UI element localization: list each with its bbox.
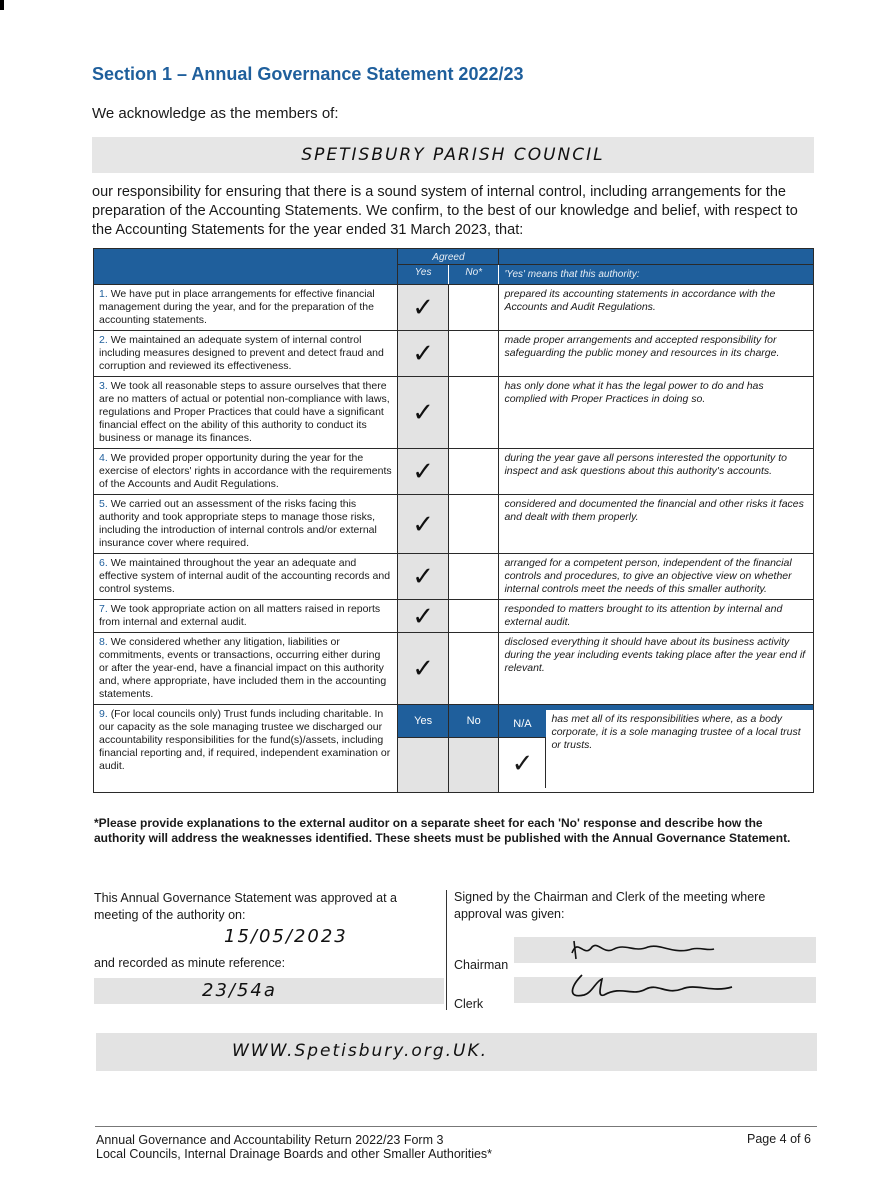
agreed-header: Agreed — [398, 249, 499, 265]
explanation-note: *Please provide explanations to the external auditor on a separate sheet for each 'No' response and describe how the authority will address the weaknesses identified. These sheets must be published with the Annual Governance Statement. — [94, 816, 791, 845]
minute-text: and recorded as minute reference: — [94, 956, 286, 970]
approval-date: 15/05/2023 — [224, 926, 348, 947]
means-header: 'Yes' means that this authority: — [499, 265, 814, 285]
yes-check-mark: ✓ — [398, 449, 449, 495]
yes-check-mark: ✓ — [398, 633, 449, 705]
no-cell — [448, 633, 499, 705]
no-cell — [448, 495, 499, 554]
means-text: arranged for a competent person, independent of the financial controls and procedures, to give an objective view on whether internal controls meet the needs of this smaller authority. — [499, 554, 814, 600]
yes-check-mark: ✓ — [398, 285, 449, 331]
row9-na-header: N/A — [513, 717, 532, 730]
yes-check-mark: ✓ — [398, 495, 449, 554]
no-cell — [448, 600, 499, 633]
statement-text: 5. We carried out an assessment of the risks facing this authority and took appropriate steps to manage those risks, including the introduction of internal controls and/or external insurance cover where required. — [94, 495, 398, 554]
table-row — [94, 554, 814, 600]
authority-name-box — [92, 137, 814, 173]
no-header: No* — [448, 265, 499, 285]
yes-check-mark: ✓ — [398, 600, 449, 633]
statement-text: 3. We took all reasonable steps to assure ourselves that there are no matters of actual or potential non-compliance with laws, regulations and Proper Practices that could have a significant financial effect on the ability of this authority to conduct its business or manage its finances. — [94, 377, 398, 449]
means-text: made proper arrangements and accepted responsibility for safeguarding the public money and resources in its charge. — [499, 331, 814, 377]
clerk-signature-box — [514, 977, 816, 1003]
row9-no-header: No — [448, 705, 499, 738]
page-number: Page 4 of 6 — [747, 1132, 811, 1146]
clerk-signature — [562, 971, 762, 1005]
means-text: prepared its accounting statements in accordance with the Accounts and Audit Regulations. — [499, 285, 814, 331]
row9-yes-cell — [398, 738, 449, 793]
statement-text: 7. We took appropriate action on all matters raised in reports from internal and external audit. — [94, 600, 398, 633]
approved-text: This Annual Governance Statement was approved at a meeting of the authority on: — [94, 891, 397, 922]
statement-rows — [94, 285, 814, 705]
row9-means: has met all of its responsibilities where, as a body corporate, it is a sole managing trustee of a local trust or trusts. — [546, 710, 813, 788]
statement-text: 1. We have put in place arrangements for effective financial management during the year, and for the preparation of the accounting statements. — [94, 285, 398, 331]
no-cell — [448, 331, 499, 377]
table-row — [94, 285, 814, 331]
website-box — [96, 1033, 817, 1071]
approval-divider — [446, 890, 447, 1010]
responsibility-text: our responsibility for ensuring that there is a sound system of internal control, including arrangements for the preparation of the Accounting Statements. We confirm, to the best of our knowledge and belief, with respect to the Accounting Statements for the year ended 31 March 2023, that: — [92, 184, 798, 238]
signature-block — [454, 889, 814, 1011]
table-row — [94, 633, 814, 705]
yes-check-mark: ✓ — [398, 331, 449, 377]
footer-rule — [95, 1126, 817, 1127]
footer-form — [96, 1133, 492, 1161]
approval-block — [94, 890, 434, 1004]
statement-text: 2. We maintained an adequate system of internal control including measures designed to prevent and detect fraud and corruption and reviewed its effectiveness. — [94, 331, 398, 377]
means-text: disclosed everything it should have about its business activity during the year including events taking place after the year end if relevant. — [499, 633, 814, 705]
row9-yes-header: Yes — [398, 705, 449, 738]
row9-no-cell — [448, 738, 499, 793]
table-row — [94, 449, 814, 495]
row9-na-check-mark: ✓ — [499, 738, 546, 788]
statement-text: 8. We considered whether any litigation, liabilities or commitments, events or transactions, occurring either during or after the year-end, have a financial impact on this authority and, where appropriate, have included them in the accounting statements. — [94, 633, 398, 705]
footer-form-line1: Annual Governance and Accountability Return 2022/23 Form 3 — [96, 1133, 444, 1147]
table-row — [94, 377, 814, 449]
chairman-signature — [564, 933, 724, 963]
no-cell — [448, 377, 499, 449]
yes-check-mark: ✓ — [398, 377, 449, 449]
means-text: has only done what it has the legal power to do and has complied with Proper Practices in doing so. — [499, 377, 814, 449]
governance-table — [93, 248, 814, 793]
means-text: responded to matters brought to its attention by internal and external audit. — [499, 600, 814, 633]
authority-name: SPETISBURY PARISH COUNCIL — [301, 145, 605, 165]
minute-reference: 23/54a — [202, 980, 277, 1001]
statement-9: 9. (For local councils only) Trust funds including charitable. In our capacity as the sole managing trustee we discharged our accountability responsibilities for the fund(s)/assets, including financial reporting and, if required, independent examination or audit. — [94, 705, 398, 793]
table-row — [94, 600, 814, 633]
table-header-row-1 — [94, 249, 814, 265]
chairman-label: Chairman — [454, 958, 509, 972]
website-address: WWW.Spetisbury.org.UK. — [232, 1041, 489, 1061]
statement-text: 4. We provided proper opportunity during the year for the exercise of electors' rights in accordance with the requirements of the Accounts and Audit Regulations. — [94, 449, 398, 495]
yes-check-mark: ✓ — [398, 554, 449, 600]
yes-header: Yes — [398, 265, 449, 285]
means-text: considered and documented the financial and other risks it faces and dealt with them properly. — [499, 495, 814, 554]
signed-text: Signed by the Chairman and Clerk of the meeting where approval was given: — [454, 890, 766, 921]
no-cell — [448, 285, 499, 331]
statement-text: 6. We maintained throughout the year an adequate and effective system of internal audit of the accounting records and control systems. — [94, 554, 398, 600]
means-text: during the year gave all persons interested the opportunity to inspect and ask questions about this authority's accounts. — [499, 449, 814, 495]
clerk-label: Clerk — [454, 997, 484, 1011]
footer-form-line2: Local Councils, Internal Drainage Boards and other Smaller Authorities* — [96, 1147, 493, 1161]
section-title: Section 1 – Annual Governance Statement 2022/23 — [92, 64, 524, 84]
table-row — [94, 495, 814, 554]
table-row — [94, 331, 814, 377]
scan-edge-mark — [0, 0, 4, 10]
chairman-signature-box — [514, 937, 816, 963]
no-cell — [448, 449, 499, 495]
acknowledge-text: We acknowledge as the members of: — [92, 105, 339, 122]
table-header-row-2 — [94, 265, 814, 285]
no-cell — [448, 554, 499, 600]
